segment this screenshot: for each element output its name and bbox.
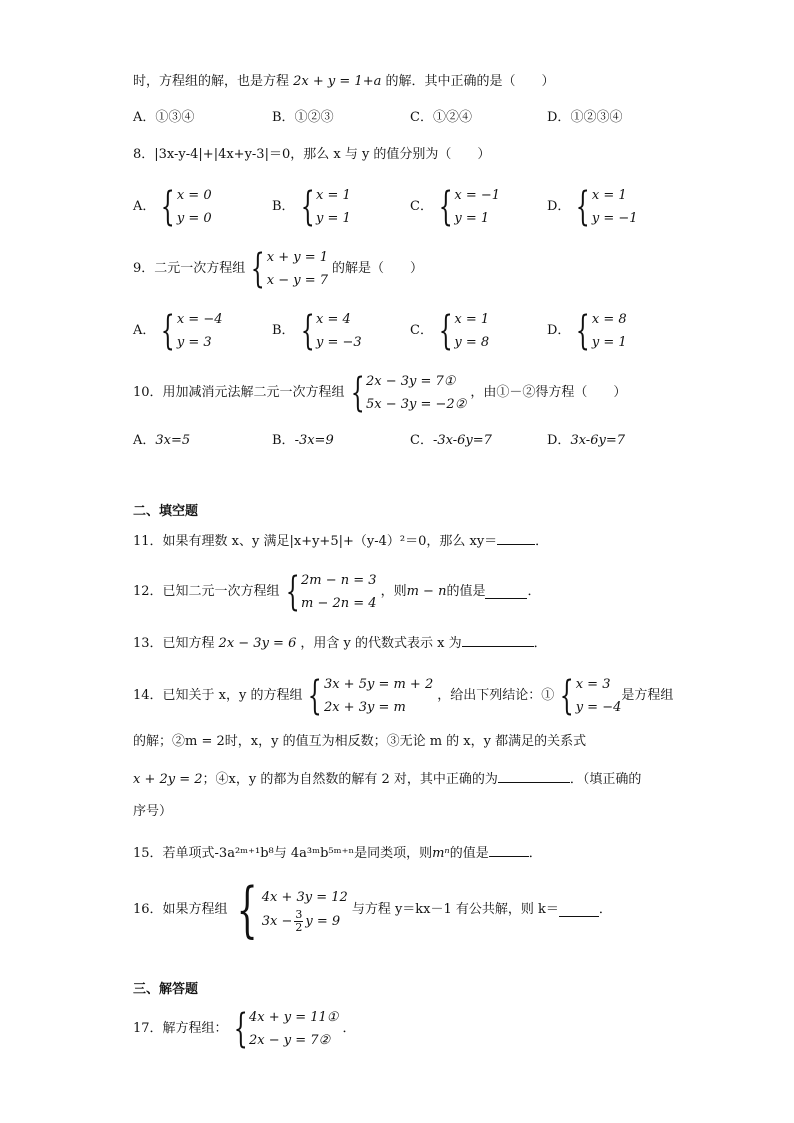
q7-option-c[interactable]: C．①②④ bbox=[410, 110, 472, 125]
section-2-heading: 二、填空题 bbox=[133, 504, 199, 519]
q16: 16．如果方程组 { 4x + 3y = 12 3x − $\frac{3}{2}$ y = 9 与方程 y＝kx－1 有公共解，则 k＝ ． bbox=[133, 875, 612, 945]
q8-stem: 8．|3x-y-4|+|4x+y-3|＝0，那么 x 与 y 的值分别为（ ） bbox=[133, 147, 491, 162]
q7-tail-line bbox=[133, 74, 555, 90]
q9-option-b[interactable]: B． { x = 4 y = −3 bbox=[272, 308, 362, 354]
section-3-heading: 三、解答题 bbox=[133, 982, 199, 997]
q12-answer-blank[interactable] bbox=[485, 586, 527, 599]
q15-answer-blank[interactable] bbox=[489, 844, 529, 857]
q14-line-4: 序号） bbox=[133, 804, 173, 819]
q11-answer-blank[interactable] bbox=[497, 532, 535, 545]
q7-option-d[interactable]: D．①②③④ bbox=[547, 110, 623, 125]
q13: 13．已知方程 2x − 3y = 6 ，用含 y 的代数式表示 x 为 ． bbox=[133, 636, 547, 651]
q7-option-b[interactable]: B．①②③ bbox=[272, 110, 334, 125]
q10-option-d[interactable]: D．3x-6y=7 bbox=[547, 433, 625, 448]
q10-option-b[interactable]: B．-3x=9 bbox=[272, 433, 334, 448]
q16-answer-blank[interactable] bbox=[559, 904, 599, 917]
q8-option-c[interactable]: C． { x = −1 y = 1 bbox=[410, 184, 501, 230]
q14-line-3: x + 2y = 2；④x，y 的都为自然数的解有 2 对，其中正确的为 ．（填正确的 bbox=[133, 772, 642, 787]
q9-stem: 9．二元一次方程组 { x + y = 1 x − y = 7 的解是（ ） bbox=[133, 246, 424, 292]
q10-option-c[interactable]: C．-3x-6y=7 bbox=[410, 433, 492, 448]
q8-option-d[interactable]: D． { x = 1 y = −1 bbox=[547, 184, 638, 230]
q9-option-d[interactable]: D． { x = 8 y = 1 bbox=[547, 308, 627, 354]
q13-answer-blank[interactable] bbox=[462, 634, 534, 647]
q11: 11．如果有理数 x、y 满足|x+y+5|+（y-4）²＝0，那么 xy＝ ． bbox=[133, 534, 549, 549]
q10-stem: 10．用加减消元法解二元一次方程组 { 2x − 3y = 7① 5x − 3y = −2② ，由①－②得方程（ ） bbox=[133, 370, 627, 416]
q7-text-before: 时，方程组的解，也是方程 bbox=[133, 74, 290, 89]
q7-text-after: 的解．其中正确的是（ ） bbox=[385, 74, 555, 89]
q12: 12．已知二元一次方程组 { 2m − n = 3 m − 2n = 4 ，则 m − n 的值是 ． bbox=[133, 569, 541, 615]
q9-option-c[interactable]: C． { x = 1 y = 8 bbox=[410, 308, 490, 354]
q10-option-a[interactable]: A．3x=5 bbox=[133, 433, 191, 448]
q14-answer-blank[interactable] bbox=[498, 770, 570, 783]
q8-option-b[interactable]: B． { x = 1 y = 1 bbox=[272, 184, 351, 230]
q17: 17．解方程组： { 4x + y = 11① 2x − y = 7② ． bbox=[133, 1006, 356, 1052]
q7-option-a[interactable]: A．①③④ bbox=[133, 110, 195, 125]
q15: 15．若单项式-3a²ᵐ⁺¹b⁸与 4a³ᵐb⁵ᵐ⁺ⁿ是同类项，则mⁿ的值是 ． bbox=[133, 846, 542, 861]
q14-line-1: 14．已知关于 x，y 的方程组 { 3x + 5y = m + 2 2x + 3y = m ，给出下列结论：① { x = 3 y = −4 是方程组 bbox=[133, 673, 674, 719]
q8-option-a[interactable]: A． { x = 0 y = 0 bbox=[133, 184, 212, 230]
q7-equation: 2x + y = 1+a bbox=[293, 74, 382, 89]
q9-option-a[interactable]: A． { x = −4 y = 3 bbox=[133, 308, 223, 354]
q14-line-2: 的解；②m = 2时，x，y 的值互为相反数；③无论 m 的 x，y 都满足的关系式 bbox=[133, 734, 587, 749]
